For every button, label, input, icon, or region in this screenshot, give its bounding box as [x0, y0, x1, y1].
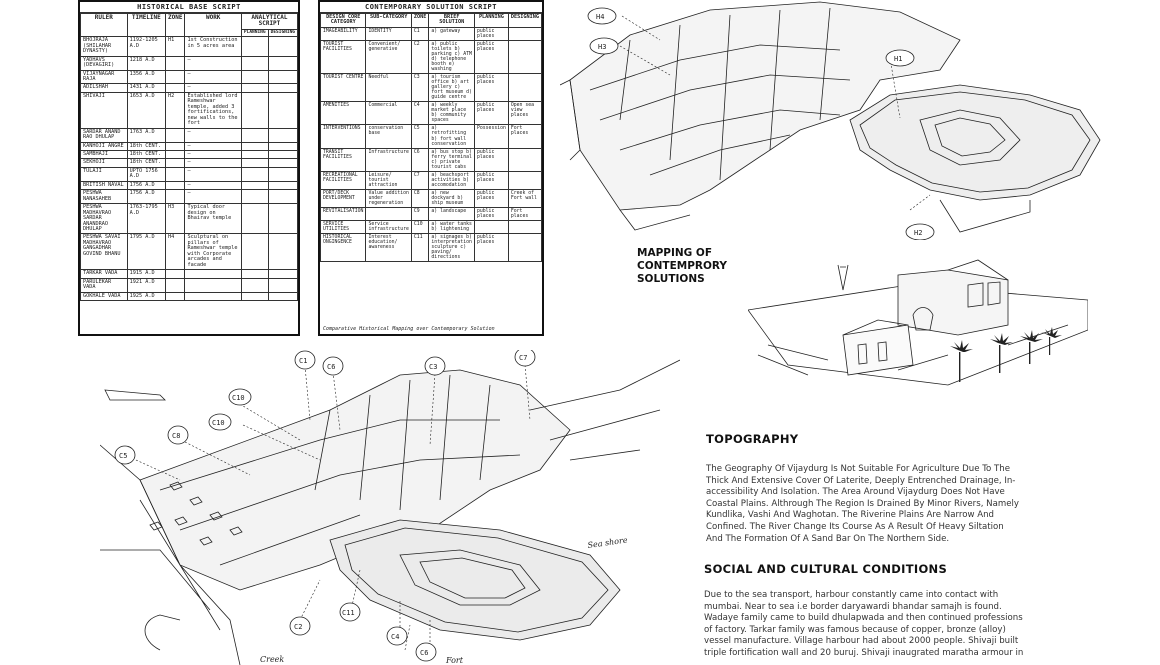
social-line: triple fortification wall and 20 buruj. Shivaji inaugrated maratha armour in — [704, 647, 1024, 658]
cell-zone: H2 — [166, 92, 185, 128]
cell-planning: Possession — [475, 125, 509, 148]
contemporary-table-title: CONTEMPORARY SOLUTION SCRIPT — [320, 2, 542, 13]
cell-zone: H3 — [166, 204, 185, 234]
cell-zone: C6 — [411, 148, 429, 171]
contemporary-caption: Comparative Historical Mapping over Contemporary Solution — [323, 326, 495, 332]
historical-table-row — [81, 92, 298, 128]
cell-designing — [508, 27, 541, 40]
cell-work: 1st Construction in 5 acres area — [185, 37, 241, 56]
contemporary-table-row — [321, 102, 542, 125]
topography-line: Confined. The River Change Its Course As A Result Of Heavy Siltation — [706, 521, 1004, 532]
cell-zone: H4 — [166, 234, 185, 270]
cell-timeline: 1915 A.D — [127, 270, 165, 278]
cell-designing — [268, 70, 297, 84]
cell-zone — [166, 159, 185, 167]
cell-category: IMAGEABILITY — [321, 27, 366, 40]
cell-timeline: 1192-1205 A.D — [127, 37, 165, 56]
historical-table-row — [81, 292, 298, 300]
cell-timeline: 1356 A.D — [127, 70, 165, 84]
label-h4: H4 — [596, 13, 605, 21]
cell-brief: a) signages b) interpretation sculpture c) paving/ directions — [429, 234, 475, 262]
cell-designing — [508, 220, 541, 233]
cell-work: — — [185, 190, 241, 204]
cell-designing — [268, 167, 297, 181]
label-c2: C2 — [294, 623, 303, 631]
fort-axonometric-sketch — [560, 0, 1120, 240]
contemporary-table-row — [321, 220, 542, 233]
cell-sub: Commercial — [366, 102, 411, 125]
cell-planning: public places — [475, 102, 509, 125]
cell-brief: a) retrofitting b) fort wall conservation — [429, 125, 475, 148]
cell-planning: public places — [475, 171, 509, 189]
cell-timeline: UPTO 1756 A.D — [127, 167, 165, 181]
cell-zone: C4 — [411, 102, 429, 125]
cell-zone: C11 — [411, 234, 429, 262]
contemporary-table-row — [321, 171, 542, 189]
topography-line: accessibility And Isolation. The Area Around Vijaydurg Does Not Have — [706, 487, 1005, 498]
col-designing: DESIGNING — [268, 29, 297, 37]
cell-planning: public places — [475, 207, 509, 220]
cell-zone: C8 — [411, 189, 429, 207]
cell-planning — [241, 167, 268, 181]
cell-sub: Convenient/ generative — [366, 40, 411, 73]
cell-timeline: 1431 A.D — [127, 84, 165, 92]
cell-zone — [166, 84, 185, 92]
historical-table-row — [81, 151, 298, 159]
topography-line: Coastal Plains. Althrough The Region Is Drained By Minor Rivers, Namely — [706, 498, 1019, 509]
cell-designing — [508, 234, 541, 262]
cell-ruler: SARDAR ANAND RAO DHULAP — [81, 128, 128, 142]
cell-category: HISTORICAL ONGINGENCE — [321, 234, 366, 262]
cell-ruler: GOKHALE VADA — [81, 292, 128, 300]
contemporary-table — [320, 13, 542, 262]
site-plan-sketch — [100, 350, 680, 665]
cell-work — [185, 292, 241, 300]
contemporary-table-row — [321, 189, 542, 207]
cell-timeline: 1921 A.D — [127, 278, 165, 292]
cell-ruler: PESHWA NANASAHEB — [81, 190, 128, 204]
cell-designing — [268, 37, 297, 56]
cell-brief: a) weekly market place b) community spaces — [429, 102, 475, 125]
cell-planning — [241, 190, 268, 204]
cell-zone — [166, 56, 185, 70]
cell-ruler: VIJAYNAGAR RAJA — [81, 70, 128, 84]
cell-work: Established lord Rameshwar temple, added 3 fortifications, new walls to the fort — [185, 92, 241, 128]
cell-planning — [241, 204, 268, 234]
mapping-title-line-3: SOLUTIONS — [637, 273, 705, 285]
cell-sub: Value addition under regeneration — [366, 189, 411, 207]
cell-ruler: TARKAR VADA — [81, 270, 128, 278]
col-category: DESIGN CORE CATEGORY — [321, 14, 366, 28]
cell-sub — [366, 207, 411, 220]
contemporary-table-row — [321, 74, 542, 102]
cell-designing — [268, 128, 297, 142]
historical-table-row — [81, 37, 298, 56]
label-creek: Creek — [260, 655, 285, 664]
cell-zone — [166, 142, 185, 150]
historical-table-row — [81, 234, 298, 270]
cell-designing — [268, 190, 297, 204]
cell-ruler: BRITISH NAVAL — [81, 181, 128, 189]
cell-ruler: PARULEKAR VADA — [81, 278, 128, 292]
cell-work: — — [185, 167, 241, 181]
cell-designing — [268, 270, 297, 278]
cell-planning — [241, 159, 268, 167]
cell-zone — [166, 292, 185, 300]
historical-base-script-table — [78, 0, 300, 336]
perspective-sketch — [748, 255, 1088, 405]
cell-sub: Infrastructure — [366, 148, 411, 171]
cell-work: Typical door design on Bhairav temple — [185, 204, 241, 234]
cell-category: AMENITIES — [321, 102, 366, 125]
cell-designing: Fort places — [508, 207, 541, 220]
col-ruler: RULER — [81, 14, 128, 37]
col-planning: PLANNING — [241, 29, 268, 37]
cell-designing — [268, 151, 297, 159]
cell-zone — [166, 181, 185, 189]
cell-timeline: 1795 A.D — [127, 234, 165, 270]
cell-work: — — [185, 159, 241, 167]
cell-work: — — [185, 56, 241, 70]
topography-heading: TOPOGRAPHY — [706, 432, 799, 446]
cell-timeline: 18th CENT. — [127, 142, 165, 150]
col-timeline: TIMELINE — [127, 14, 165, 37]
social-heading: SOCIAL AND CULTURAL CONDITIONS — [704, 562, 948, 576]
cell-work: — — [185, 70, 241, 84]
cell-designing: Creek of Fort wall — [508, 189, 541, 207]
cell-zone: C9 — [411, 207, 429, 220]
cell-planning — [241, 84, 268, 92]
cell-planning: public places — [475, 40, 509, 73]
historical-table-title: HISTORICAL BASE SCRIPT — [80, 2, 298, 13]
social-line: Due to the sea transport, harbour constantly came into contact with — [704, 590, 999, 600]
social-text — [704, 590, 1080, 660]
cell-planning — [241, 142, 268, 150]
historical-table-row — [81, 128, 298, 142]
cell-work: — — [185, 128, 241, 142]
cell-timeline: 1756 A.D — [127, 181, 165, 189]
label-c1: C1 — [299, 357, 308, 365]
cell-zone: H1 — [166, 37, 185, 56]
col-zone: ZONE — [166, 14, 185, 37]
cell-work: — — [185, 142, 241, 150]
col-subcategory: SUB-CATEGORY — [366, 14, 411, 28]
cell-brief: a) beachsport activities b) accomodation — [429, 171, 475, 189]
historical-table-row — [81, 56, 298, 70]
cell-category: TOURIST CENTRE — [321, 74, 366, 102]
cell-work: — — [185, 151, 241, 159]
cell-sub: conservation base — [366, 125, 411, 148]
cell-planning — [241, 56, 268, 70]
col-cplanning: PLANNING — [475, 14, 509, 28]
cell-zone: C3 — [411, 74, 429, 102]
cell-zone — [166, 151, 185, 159]
cell-designing — [268, 278, 297, 292]
cell-brief: a) gateway — [429, 27, 475, 40]
cell-ruler: PESHWA SAVAI MADHAVRAO GANGADHAR GOVIND BHANU — [81, 234, 128, 270]
cell-zone: C5 — [411, 125, 429, 148]
cell-work: Sculptural on pillars of Rameshwar temple with Corporate arcades and facade — [185, 234, 241, 270]
label-c6: C6 — [327, 363, 336, 371]
cell-designing — [268, 92, 297, 128]
cell-work — [185, 278, 241, 292]
cell-designing — [268, 142, 297, 150]
label-c4: C4 — [391, 633, 400, 641]
cell-planning: public places — [475, 234, 509, 262]
cell-designing — [268, 84, 297, 92]
historical-table-row — [81, 190, 298, 204]
cell-designing — [268, 234, 297, 270]
label-h1: H1 — [894, 55, 903, 63]
cell-category: RECREATIONAL FACILITIES — [321, 171, 366, 189]
cell-timeline: 1756 A.D — [127, 190, 165, 204]
label-h3: H3 — [598, 43, 607, 51]
cell-brief: a) bus stop b) ferry terminal c) private tourist cabs — [429, 148, 475, 171]
historical-table — [80, 13, 298, 301]
historical-table-row — [81, 159, 298, 167]
cell-designing — [268, 56, 297, 70]
cell-planning — [241, 151, 268, 159]
cell-sub: Leisure/ tourist attraction — [366, 171, 411, 189]
mapping-title-line-1: MAPPING OF — [637, 247, 713, 259]
cell-ruler: PESHWA MADHAVRAO SARDAR ANANDRAO DHULAP — [81, 204, 128, 234]
cell-ruler: TULAJI — [81, 167, 128, 181]
historical-table-body — [81, 37, 298, 301]
historical-table-row — [81, 278, 298, 292]
topography-line: And The Formation Of A Sand Bar On The Northern Side. — [706, 533, 950, 544]
mapping-title-line-2: CONTEMPRORY — [637, 260, 728, 272]
cell-timeline: 1763 A.D — [127, 128, 165, 142]
cell-work — [185, 270, 241, 278]
contemporary-solution-script-table — [318, 0, 544, 336]
historical-table-row — [81, 84, 298, 92]
topography-line: The Geography Of Vijaydurg Is Not Suitable For Agriculture Due To The — [706, 464, 1011, 474]
topography-line: Kundlika, Vashi And Waghotan. The Riverine Plains Are Narrow And — [706, 510, 995, 521]
cell-zone: C2 — [411, 40, 429, 73]
contemporary-table-row — [321, 125, 542, 148]
cell-designing — [268, 159, 297, 167]
cell-category: TOURIST FACILITIES — [321, 40, 366, 73]
cell-zone — [166, 270, 185, 278]
label-c7: C7 — [519, 354, 528, 362]
cell-ruler: BHOJRAJA (SHILAHAR DYNASTY) — [81, 37, 128, 56]
topography-line: Thick And Extensive Cover Of Laterite, Deeply Entrenched Drainage, In- — [706, 475, 1016, 486]
cell-zone — [166, 190, 185, 204]
cell-brief: a) landscape — [429, 207, 475, 220]
cell-category: REVITALISATION — [321, 207, 366, 220]
cell-ruler: YADHAVS (DEVAGIRI) — [81, 56, 128, 70]
topography-text — [706, 464, 1082, 545]
contemporary-table-row — [321, 207, 542, 220]
col-czone: ZONE — [411, 14, 429, 28]
social-line: vessel manufacture. Village harbour had about 2000 people. Shivaji built — [704, 636, 1019, 647]
label-c6b: C6 — [420, 649, 429, 657]
cell-designing — [268, 204, 297, 234]
cell-designing — [508, 74, 541, 102]
cell-planning — [241, 292, 268, 300]
col-cdesigning: DESIGNING — [508, 14, 541, 28]
cell-zone — [166, 128, 185, 142]
cell-sub: Needful — [366, 74, 411, 102]
cell-designing — [508, 40, 541, 73]
cell-planning: public places — [475, 74, 509, 102]
cell-sub: IDENTITY — [366, 27, 411, 40]
cell-ruler: SHIVAJI — [81, 92, 128, 128]
col-brief: BRIEF SOLUTION — [429, 14, 475, 28]
cell-work: — — [185, 84, 241, 92]
contemporary-table-row — [321, 27, 542, 40]
cell-designing — [268, 181, 297, 189]
cell-category: PORT/DECK DEVELOPMENT — [321, 189, 366, 207]
cell-zone: C10 — [411, 220, 429, 233]
cell-planning: public places — [475, 148, 509, 171]
cell-category: SERVICE UTILITIES — [321, 220, 366, 233]
cell-timeline: 1763-1795 A.D — [127, 204, 165, 234]
cell-planning — [241, 181, 268, 189]
cell-zone: C1 — [411, 27, 429, 40]
cell-category: INTERVENTIONS — [321, 125, 366, 148]
cell-planning: public places — [475, 189, 509, 207]
social-line: mumbai. Near to sea i.e border daryawardi bhandar samajh is found. — [704, 601, 1002, 612]
cell-timeline: 1925 A.D — [127, 292, 165, 300]
cell-designing — [508, 171, 541, 189]
label-sea-shore: Sea shore — [587, 535, 629, 550]
cell-zone — [166, 70, 185, 84]
cell-brief: a) new dockyard b) ship museum — [429, 189, 475, 207]
cell-timeline: 1218 A.D — [127, 56, 165, 70]
cell-sub: Service infrastructure — [366, 220, 411, 233]
cell-ruler: SEKHOJI — [81, 159, 128, 167]
social-line: of factory. Tarkar family was famous because of copper, bronze (alloy) — [704, 624, 1006, 635]
cell-sub: Interest education/ awareness — [366, 234, 411, 262]
contemporary-table-row — [321, 234, 542, 262]
cell-timeline: 18th CENT. — [127, 159, 165, 167]
label-c10b: C10 — [212, 419, 225, 427]
label-h2: H2 — [914, 229, 923, 237]
cell-zone: C7 — [411, 171, 429, 189]
cell-ruler: KANHOJI ANGRE — [81, 142, 128, 150]
col-work: WORK — [185, 14, 241, 37]
historical-table-row — [81, 167, 298, 181]
cell-work: — — [185, 181, 241, 189]
cell-planning — [241, 128, 268, 142]
historical-table-row — [81, 270, 298, 278]
cell-planning: public places — [475, 27, 509, 40]
label-fort: Fort — [446, 656, 463, 665]
cell-designing — [268, 292, 297, 300]
cell-brief: a) tourism office b) art gallery c) fort museum d) guide centre — [429, 74, 475, 102]
label-c8: C8 — [172, 432, 181, 440]
historical-table-row — [81, 142, 298, 150]
cell-brief: a) water tanks b) lightening — [429, 220, 475, 233]
cell-planning — [241, 37, 268, 56]
cell-planning — [241, 234, 268, 270]
cell-category: TRANSIT FACILITIES — [321, 148, 366, 171]
historical-table-row — [81, 204, 298, 234]
cell-ruler: ADILSHAH — [81, 84, 128, 92]
cell-designing — [508, 148, 541, 171]
col-analytical: ANALYTICAL SCRIPT — [241, 14, 297, 30]
mapping-title — [637, 247, 727, 286]
social-line: Wadaye family came to build dhulapwada and then continued professions — [704, 613, 1023, 624]
cell-planning — [241, 270, 268, 278]
contemporary-table-row — [321, 148, 542, 171]
label-c10: C10 — [232, 394, 245, 402]
cell-timeline: 18th CENT. — [127, 151, 165, 159]
contemporary-table-body — [321, 27, 542, 261]
label-c5: C5 — [119, 452, 128, 460]
cell-planning — [241, 278, 268, 292]
cell-designing: Fort places — [508, 125, 541, 148]
contemporary-table-row — [321, 40, 542, 73]
cell-planning — [241, 92, 268, 128]
cell-zone — [166, 167, 185, 181]
cell-timeline: 1653 A.D — [127, 92, 165, 128]
cell-zone — [166, 278, 185, 292]
cell-planning — [241, 70, 268, 84]
cell-designing: Open sea view places — [508, 102, 541, 125]
cell-brief: a) public toilets b) parking c) ATM d) telephone booth e) washing — [429, 40, 475, 73]
label-c3: C3 — [429, 363, 438, 371]
historical-table-row — [81, 181, 298, 189]
cell-planning — [475, 220, 509, 233]
historical-table-row — [81, 70, 298, 84]
label-c11: C11 — [342, 609, 355, 617]
cell-ruler: SAMBHAJI — [81, 151, 128, 159]
